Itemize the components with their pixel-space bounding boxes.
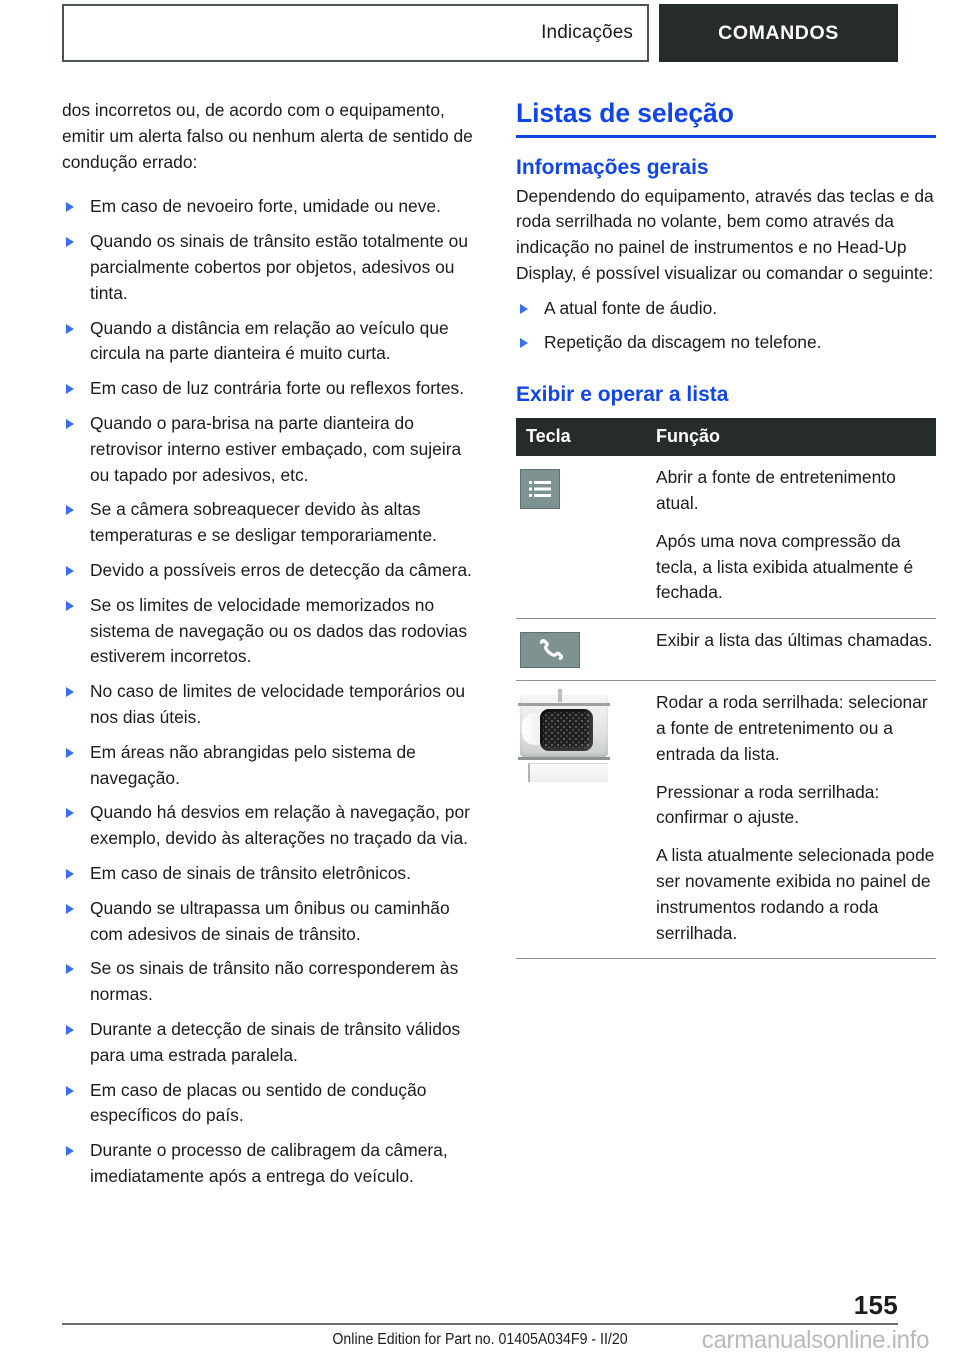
watermark-label: carmanualsonline.info — [701, 1326, 930, 1354]
header-tab-comandos-label: COMANDOS — [718, 21, 839, 44]
header-tab-comandos[interactable] — [659, 4, 898, 62]
thumbwheel-lower-panel — [528, 763, 608, 782]
left-intro-spacer — [62, 175, 482, 185]
footer-edition-text: Online Edition for Part no. 01405A034F9 - II/20 — [332, 1331, 628, 1348]
list-item-label: Quando se ultrapassa um ônibus ou caminhão com adesivos de sinais de trânsito. — [90, 897, 450, 944]
triangle-bullet-icon — [66, 505, 74, 515]
thumbwheel-wheel — [540, 709, 593, 751]
list-item-label: Se os sinais de trânsito não corresponderem às normas. — [90, 958, 459, 1005]
list-item — [62, 411, 482, 488]
triangle-bullet-icon — [66, 324, 74, 334]
triangle-bullet-icon — [66, 808, 74, 818]
list-item — [62, 316, 482, 368]
table-cell-key — [516, 456, 646, 618]
list-item-label: Se os limites de velocidade memorizados no sistema de navegação ou os dados das rodovias estiverem incorretos. — [90, 594, 468, 667]
table-cell-function — [646, 456, 936, 618]
list-item — [62, 800, 482, 852]
list-item — [62, 1138, 482, 1190]
triangle-bullet-icon — [520, 338, 528, 348]
thumbwheel-seam-bottom — [518, 757, 610, 760]
function-text: A lista atualmente selecionada pode ser novamente exibida no painel de instrumentos rodando a roda serrilhada. — [656, 845, 935, 943]
triangle-bullet-icon — [66, 384, 74, 394]
informacoes-gerais-paragraph: Dependendo do equipamento, através das teclas e da roda serrilhada no volante, bem como através da indicação no painel de instrumentos e no Head-Up Display, é possível visualizar ou comandar o seguinte: — [516, 185, 934, 283]
header-tab-indicacoes-label: Indicações — [541, 22, 633, 43]
triangle-bullet-icon — [66, 869, 74, 879]
table-cell-function — [646, 619, 936, 681]
table-header-row — [516, 418, 936, 456]
list-item-label: Durante a detecção de sinais de trânsito válidos para uma estrada paralela. — [90, 1018, 461, 1065]
column-header-funcao: Função — [646, 418, 936, 456]
right-column — [516, 98, 936, 959]
header-tab-indicacoes[interactable] — [62, 4, 649, 62]
list-item-label: Repetição da discagem no telefone. — [544, 332, 822, 353]
list-item-label: Em áreas não abrangidas pelo sistema de navegação. — [90, 741, 416, 788]
triangle-bullet-icon — [66, 237, 74, 247]
header-tab-gap — [649, 4, 659, 62]
triangle-bullet-icon — [66, 1146, 74, 1156]
table-cell-function — [646, 681, 936, 959]
triangle-bullet-icon — [66, 964, 74, 974]
list-item — [62, 896, 482, 948]
triangle-bullet-icon — [66, 904, 74, 914]
list-item-label: Devido a possíveis erros de detecção da câmera. — [90, 559, 472, 580]
left-intro-paragraph: dos incorretos ou, de acordo com o equipamento, emitir um alerta falso ou nenhum alerta de sentido de condução errado: — [62, 100, 473, 172]
list-item — [62, 558, 482, 584]
list-item — [62, 1078, 482, 1130]
function-text: Rodar a roda serrilhada: selecionar a fonte de entretenimento ou a entrada da lista. — [656, 692, 928, 764]
thumbwheel-knurl-texture — [543, 712, 590, 748]
list-item — [62, 229, 482, 306]
list-item-label: Se a câmera sobreaquecer devido às altas temperaturas e se desligar temporariamente. — [90, 499, 438, 546]
phone-key-icon[interactable] — [520, 632, 580, 668]
triangle-bullet-icon — [66, 202, 74, 212]
informacoes-gerais-bullet-list — [516, 296, 936, 357]
list-item-label: Quando há desvios em relação à navegação, por exemplo, devido às alterações no traçado da via. — [90, 802, 470, 849]
triangle-bullet-icon — [66, 601, 74, 611]
list-item — [62, 679, 482, 731]
list-item — [62, 593, 482, 670]
triangle-bullet-icon — [66, 1025, 74, 1035]
left-column — [62, 98, 482, 1190]
list-item — [62, 1017, 482, 1069]
triangle-bullet-icon — [66, 687, 74, 697]
list-item — [62, 376, 482, 402]
table-row — [516, 681, 936, 959]
table-cell-key — [516, 681, 646, 959]
list-item-label: Em caso de placas ou sentido de condução específicos do país. — [90, 1079, 427, 1126]
list-item — [62, 740, 482, 792]
list-item — [516, 330, 936, 356]
triangle-bullet-icon — [66, 566, 74, 576]
key-function-table — [516, 418, 936, 959]
thumbwheel-photo — [516, 687, 611, 782]
list-item — [62, 497, 482, 549]
table-head — [516, 418, 936, 456]
footer-divider — [62, 1323, 898, 1325]
list-item — [62, 194, 482, 220]
triangle-bullet-icon — [66, 748, 74, 758]
table-body — [516, 456, 936, 959]
list-key-icon[interactable] — [520, 469, 560, 509]
function-text: Abrir a fonte de entretenimento atual. — [656, 467, 896, 514]
function-text: Exibir a lista das últimas chamadas. — [656, 630, 933, 651]
list-item-label: Em caso de luz contrária forte ou reflexos fortes. — [90, 378, 465, 399]
table-cell-key — [516, 619, 646, 681]
column-header-tecla: Tecla — [516, 418, 646, 456]
list-item — [62, 861, 482, 887]
page-header — [62, 4, 898, 62]
list-item-label: A atual fonte de áudio. — [544, 297, 718, 318]
function-text: Pressionar a roda serrilhada: confirmar o ajuste. — [656, 781, 880, 828]
title-underline — [516, 135, 936, 138]
left-bullet-list — [62, 194, 482, 1189]
list-item-label: Em caso de sinais de trânsito eletrônicos. — [90, 862, 411, 883]
triangle-bullet-icon — [66, 1086, 74, 1096]
table-row — [516, 456, 936, 618]
list-item-label: Em caso de nevoeiro forte, umidade ou neve. — [90, 196, 441, 217]
list-item — [62, 956, 482, 1008]
list-item — [516, 296, 936, 322]
triangle-bullet-icon — [520, 304, 528, 314]
table-row — [516, 619, 936, 681]
section-heading-informacoes-gerais: Informações gerais — [516, 155, 709, 179]
triangle-bullet-icon — [66, 419, 74, 429]
function-text: Após uma nova compressão da tecla, a lista exibida atualmente é fechada. — [656, 530, 914, 603]
list-item-label: Quando a distância em relação ao veículo que circula na parte dianteira é muito curta. — [90, 317, 449, 364]
list-item-label: Quando os sinais de trânsito estão totalmente ou parcialmente cobertos por objetos, adesivos ou tinta. — [90, 231, 469, 303]
thumbwheel-seam-top — [518, 703, 610, 706]
page-number: 155 — [853, 1290, 898, 1320]
list-item-label: Quando o para-brisa na parte dianteira do retrovisor interno estiver embaçado, com sujeira ou tapado por adesivos, etc. — [90, 412, 462, 485]
list-item-label: Durante o processo de calibragem da câmera, imediatamente após a entrega do veículo. — [90, 1140, 448, 1186]
list-item-label: No caso de limites de velocidade temporários ou nos dias úteis. — [90, 681, 466, 727]
section-heading-exibir-operar-lista: Exibir e operar a lista — [516, 383, 729, 407]
page-title: Listas de seleção — [516, 98, 734, 128]
thumbwheel-stub — [558, 689, 562, 702]
